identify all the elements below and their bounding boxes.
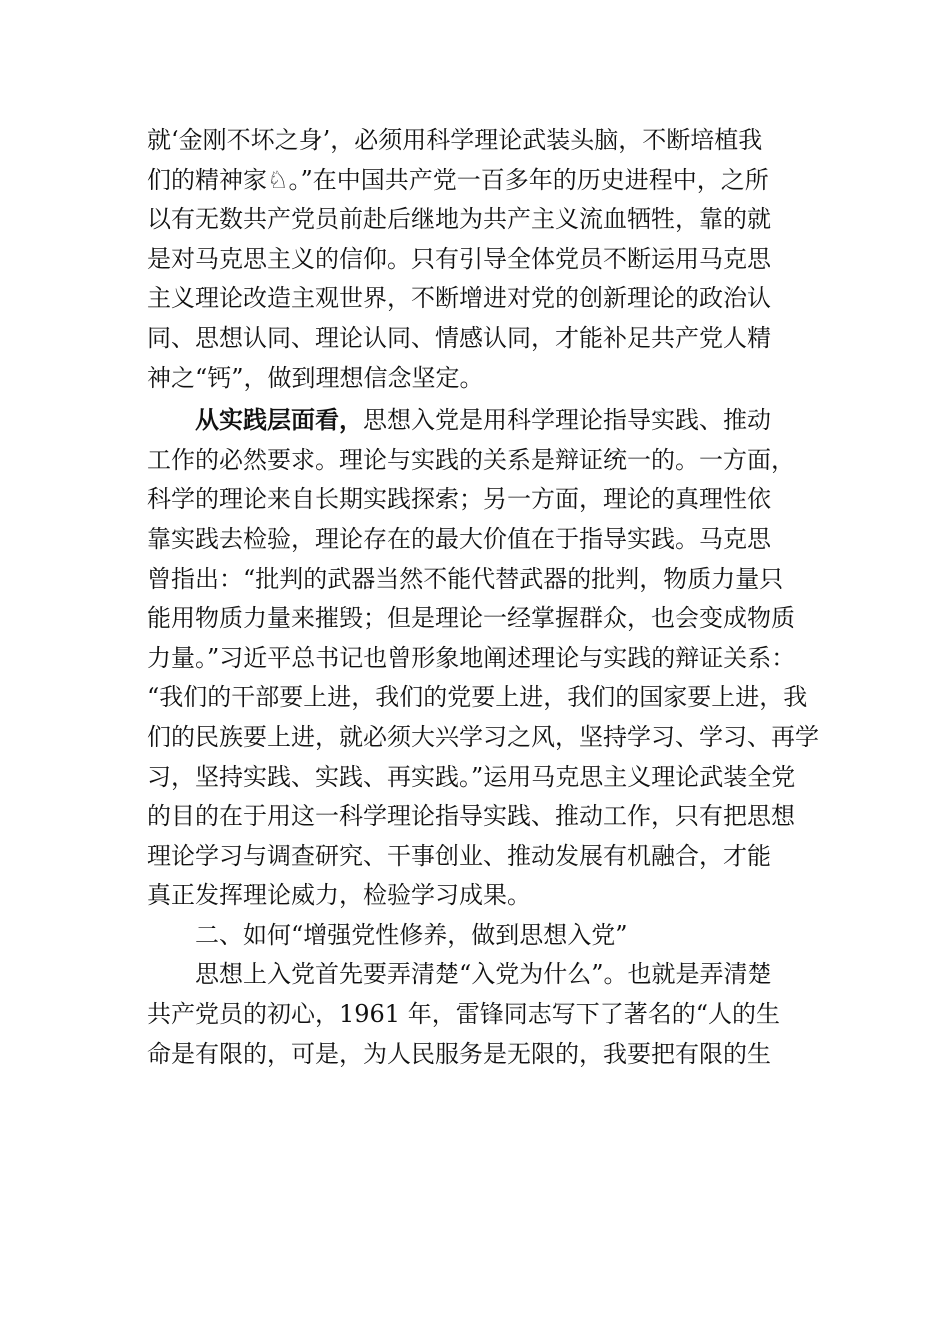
document-body xyxy=(147,121,837,1074)
text-line: 思想上入党首先要弄清楚“入党为什么”。也就是弄清楚 xyxy=(195,960,772,989)
text-line: 靠实践去检验，理论存在的最大价值在于指导实践。马克思 xyxy=(147,524,771,553)
paragraph-2 xyxy=(147,401,837,916)
text-line: 们的民族要上进，就必须大兴学习之风，坚持学习、学习、再学 xyxy=(147,722,819,751)
section-heading xyxy=(147,916,837,956)
bold-lead-in: 从实践层面看， xyxy=(195,406,363,435)
text-line: 理论学习与调查研究、干事创业、推动发展有机融合，才能 xyxy=(147,841,771,870)
text-line: 共产党员的初心，1961 年，雷锋同志写下了著名的“人的生 xyxy=(147,1000,780,1029)
text-line: 曾指出：“批判的武器当然不能代替武器的批判，物质力量只 xyxy=(147,564,784,593)
text-line: “我们的干部要上进，我们的党要上进，我们的国家要上进，我 xyxy=(147,683,808,712)
text-line: 是对马克思主义的信仰。只有引导全体党员不断运用马克思 xyxy=(147,244,771,273)
paragraph-3 xyxy=(147,955,837,1074)
text-line: 习，坚持实践、实践、再实践。”运用马克思主义理论武装全党 xyxy=(147,762,796,791)
text-segment: 思想入党是用科学理论指导实践、推动 xyxy=(363,406,771,435)
text-line: 就‘金刚不坏之身’，必须用科学理论武装头脑，不断培植我 xyxy=(147,126,763,154)
text-line: 科学的理论来自长期实践探索；另一方面，理论的真理性依 xyxy=(147,485,771,514)
paragraph-1 xyxy=(147,121,837,398)
text-line: 工作的必然要求。理论与实践的关系是辩证统一的。一方面， xyxy=(147,445,795,474)
text-line xyxy=(147,401,837,441)
text-line: 真正发挥理论威力，检验学习成果。 xyxy=(147,881,531,910)
text-line: 主义理论改造主观世界，不断增进对党的创新理论的政治认 xyxy=(147,284,771,313)
heading-text: 二、如何“增强党性修养，做到思想入党” xyxy=(195,920,628,949)
text-line: 同、思想认同、理论认同、情感认同，才能补足共产党人精 xyxy=(147,323,771,352)
text-line: 能用物质力量来摧毁；但是理论一经掌握群众，也会变成物质 xyxy=(147,604,795,633)
text-line: 神之“钙”，做到理想信念坚定。 xyxy=(147,363,484,392)
text-line: 力量。”习近平总书记也曾形象地阐述理论与实践的辩证关系： xyxy=(147,643,796,672)
text-line: 命是有限的，可是，为人民服务是无限的，我要把有限的生 xyxy=(147,1039,771,1068)
text-line: 们的精神家♘。”在中国共产党一百多年的历史进程中，之所 xyxy=(147,165,769,194)
text-line: 的目的在于用这一科学理论指导实践、推动工作，只有把思想 xyxy=(147,802,795,831)
text-line: 以有无数共产党员前赴后继地为共产主义流血牺牲，靠的就 xyxy=(147,205,771,234)
